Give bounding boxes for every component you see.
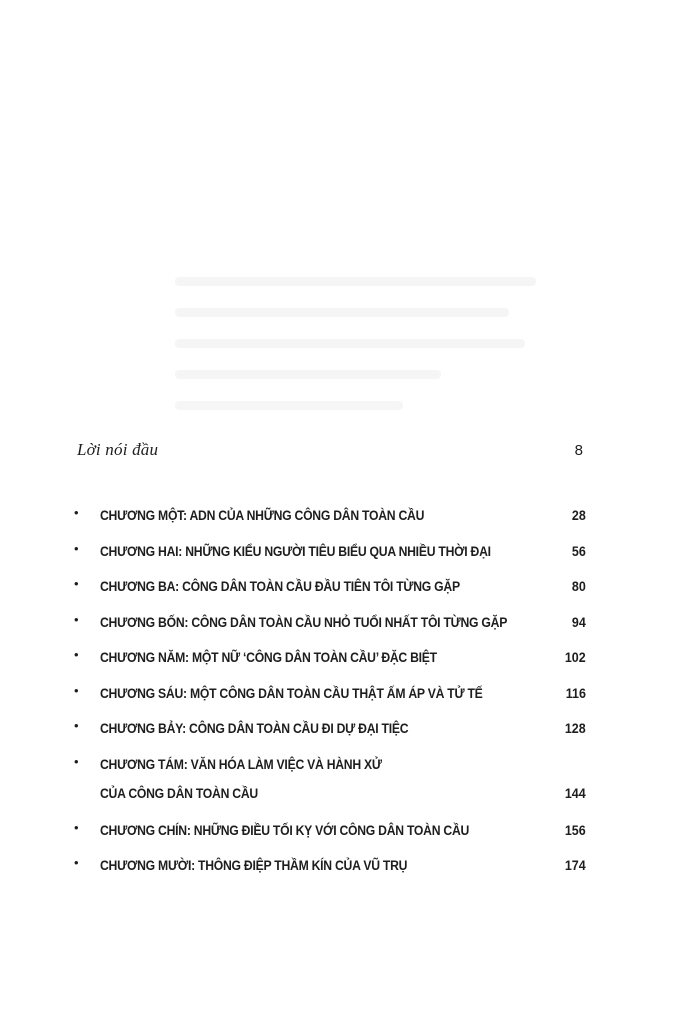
chapter-page-number: 80	[572, 579, 586, 595]
toc-entry-chapter-8[interactable]	[74, 751, 588, 817]
chapter-title: CHƯƠNG TÁM: VĂN HÓA LÀM VIỆC VÀ HÀNH XỬ CỦA CÔNG DÂN TOÀN CẦU	[100, 756, 382, 802]
chapter-title: CHƯƠNG SÁU: MỘT CÔNG DÂN TOÀN CẦU THẬT ẤM ÁP VÀ TỬ TẾ	[100, 685, 483, 702]
chapter-title: CHƯƠNG NĂM: MỘT NỮ ‘CÔNG DÂN TOÀN CẦU’ ĐẶC BIỆT	[100, 650, 437, 666]
table-of-contents	[74, 502, 588, 888]
chapter-page-number: 156	[565, 822, 586, 839]
chapter-title: CHƯƠNG MƯỜI: THÔNG ĐIỆP THẦM KÍN CỦA VŨ TRỤ	[100, 858, 408, 874]
bullet-icon: •	[74, 576, 79, 591]
chapter-title: CHƯƠNG CHÍN: NHỮNG ĐIỀU TỐI KỴ VỚI CÔNG DÂN TOÀN CẦU	[100, 822, 470, 839]
bullet-icon: •	[74, 611, 79, 627]
toc-entry-chapter-7[interactable]	[74, 715, 588, 751]
chapter-title: CHƯƠNG MỘT: ADN CỦA NHỮNG CÔNG DÂN TOÀN CẦU	[100, 508, 425, 524]
toc-entry-chapter-4[interactable]	[74, 609, 588, 645]
toc-entry-chapter-6[interactable]	[74, 680, 588, 716]
preface-page-number: 8	[574, 442, 583, 459]
chapter-page-number: 102	[565, 650, 586, 666]
bullet-icon: •	[74, 647, 79, 662]
bullet-icon: •	[74, 540, 79, 556]
chapter-title: CHƯƠNG HAI: NHỮNG KIỂU NGƯỜI TIÊU BIỂU QUA NHIỀU THỜI ĐẠI	[100, 543, 491, 560]
bullet-icon: •	[74, 682, 79, 698]
toc-entry-chapter-3[interactable]	[74, 573, 588, 609]
preface-title: Lời nói đầu	[77, 440, 159, 459]
chapter-page-number: 144	[565, 785, 586, 802]
bullet-icon: •	[74, 819, 79, 835]
chapter-title: CHƯƠNG BA: CÔNG DÂN TOÀN CẦU ĐẦU TIÊN TÔI TỪNG GẶP	[100, 579, 460, 595]
chapter-page-number: 128	[565, 721, 586, 737]
bullet-icon: •	[74, 505, 79, 520]
bullet-icon: •	[74, 855, 79, 870]
chapter-page-number: 28	[572, 508, 586, 524]
chapter-page-number: 94	[572, 614, 586, 631]
chapter-page-number: 116	[565, 685, 586, 702]
chapter-title: CHƯƠNG BỐN: CÔNG DÂN TOÀN CẦU NHỎ TUỔI NHẤT TÔI TỪNG GẶP	[100, 614, 508, 631]
toc-entry-chapter-1[interactable]	[74, 502, 588, 538]
bullet-icon: •	[74, 753, 79, 769]
chapter-title: CHƯƠNG BẢY: CÔNG DÂN TOÀN CẦU ĐI DỰ ĐẠI TIỆC	[100, 721, 409, 737]
toc-entry-chapter-5[interactable]	[74, 644, 588, 680]
bullet-icon: •	[74, 718, 79, 733]
toc-entry-preface[interactable]	[77, 440, 587, 460]
toc-entry-chapter-10[interactable]	[74, 852, 588, 888]
chapter-page-number: 174	[565, 858, 586, 874]
show-through-text	[175, 255, 555, 445]
chapter-page-number: 56	[572, 543, 586, 560]
toc-entry-chapter-9[interactable]	[74, 817, 588, 853]
toc-entry-chapter-2[interactable]	[74, 538, 588, 574]
